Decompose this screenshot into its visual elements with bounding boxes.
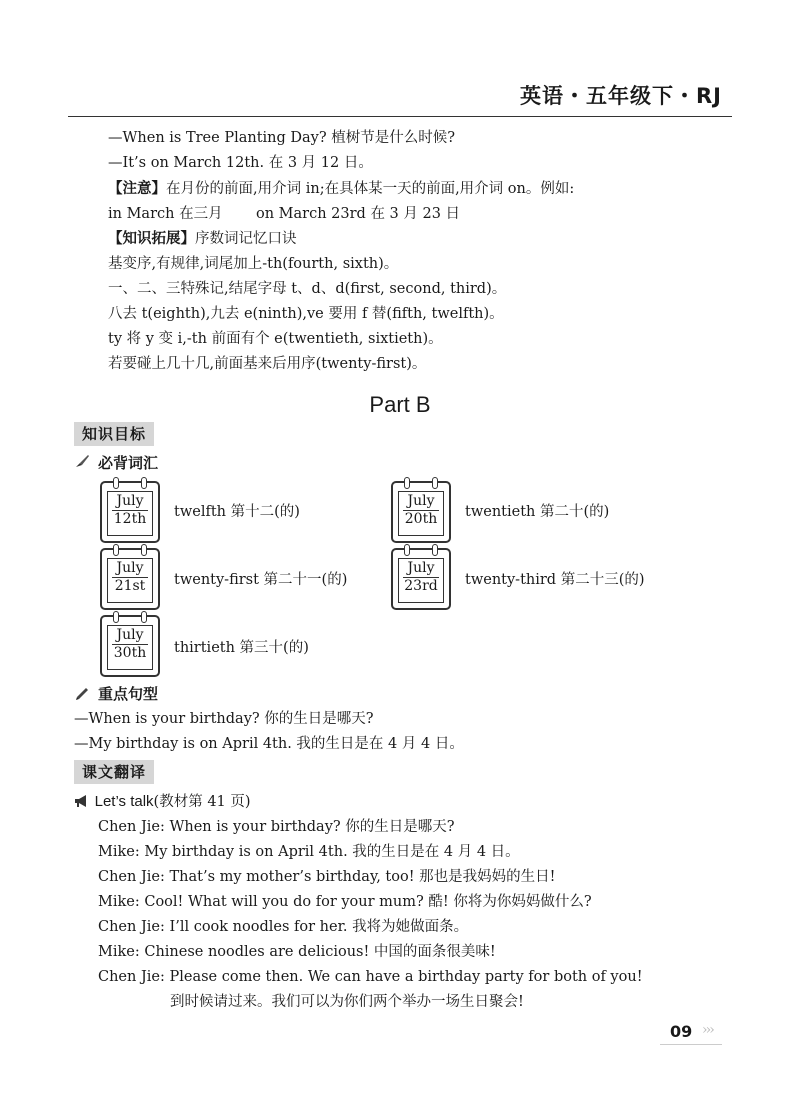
sentences-subhead bbox=[74, 683, 158, 704]
part-heading: Part B bbox=[369, 392, 431, 417]
vocab-item: twenty-third 第二十三(的) bbox=[465, 572, 645, 588]
dialogue-line: Mike: Cool! What will you do for your mum? 酷! 你将为你妈妈做什么? bbox=[98, 894, 592, 910]
text-line: 基变序,有规律,词尾加上-th(fourth, sixth)。 bbox=[108, 256, 399, 272]
sentences-subhead-label: 重点句型 bbox=[98, 685, 159, 703]
extension-line bbox=[108, 229, 297, 249]
vocab-subhead-label: 必背词汇 bbox=[98, 454, 159, 472]
talk-title: Let’s talk bbox=[94, 793, 154, 810]
note-text: 在月份的前面,用介词 in;在具体某一天的前面,用介词 on。例如: bbox=[166, 181, 575, 197]
extension-label: 【知识拓展】 bbox=[108, 231, 195, 247]
calendar-icon bbox=[391, 481, 451, 543]
calendar-month: July bbox=[116, 627, 144, 643]
text-line: 八去 t(eighth),九去 e(ninth),ve 要用 f 替(fifth, twelfth)。 bbox=[108, 306, 504, 322]
text-line: 一、二、三特殊记,结尾字母 t、d、d(first, second, third)。 bbox=[108, 281, 507, 297]
calendar-month: July bbox=[407, 493, 435, 509]
calendar-month: July bbox=[407, 560, 435, 576]
megaphone-icon bbox=[74, 794, 95, 810]
footer-divider bbox=[660, 1044, 722, 1045]
text-line: —When is Tree Planting Day? 植树节是什么时候? bbox=[108, 130, 456, 146]
calendar-month: July bbox=[116, 493, 144, 509]
page-arrows-icon: ››› bbox=[702, 1022, 713, 1038]
dialogue-line: 到时候请过来。我们可以为你们两个举办一场生日聚会! bbox=[170, 994, 524, 1010]
calendar-day: 12th bbox=[113, 511, 147, 527]
section-tag-translation: 课文翻译 bbox=[74, 760, 154, 784]
dialogue-line: Chen Jie: Please come then. We can have a birthday party for both of you! bbox=[98, 969, 643, 985]
dialogue-line: Chen Jie: I’ll cook noodles for her. 我将为她做面条。 bbox=[98, 919, 469, 935]
talk-heading bbox=[74, 792, 251, 812]
vocab-subhead bbox=[74, 452, 158, 473]
calendar-icon bbox=[100, 615, 160, 677]
calendar-day: 23rd bbox=[404, 578, 438, 594]
talk-ref: (教材第 41 页) bbox=[153, 794, 251, 810]
calendar-icon bbox=[100, 548, 160, 610]
pen-icon bbox=[74, 684, 90, 704]
extension-text: 序数词记忆口诀 bbox=[195, 231, 297, 247]
text-line: in March 在三月 bbox=[108, 206, 223, 222]
vocab-item: thirtieth 第三十(的) bbox=[174, 640, 309, 656]
dialogue-line: Chen Jie: That’s my mother’s birthday, too! 那也是我妈妈的生日! bbox=[98, 869, 556, 885]
dialogue-line: Chen Jie: When is your birthday? 你的生日是哪天? bbox=[98, 819, 455, 835]
text-line: ty 将 y 变 i,-th 前面有个 e(twentieth, sixtieth)。 bbox=[108, 331, 443, 347]
dialogue-line: Mike: Chinese noodles are delicious! 中国的面条很美味! bbox=[98, 944, 496, 960]
calendar-day: 30th bbox=[113, 645, 147, 661]
brush-icon bbox=[74, 453, 90, 473]
calendar-icon bbox=[100, 481, 160, 543]
key-sentence: —My birthday is on April 4th. 我的生日是在 4 月 4 日。 bbox=[74, 736, 464, 752]
note-label: 【注意】 bbox=[108, 181, 166, 197]
calendar-month: July bbox=[116, 560, 144, 576]
text-line: —It’s on March 12th. 在 3 月 12 日。 bbox=[108, 155, 373, 171]
header-divider bbox=[68, 116, 732, 117]
calendar-day: 21st bbox=[114, 578, 146, 594]
vocab-item: twenty-first 第二十一(的) bbox=[174, 572, 348, 588]
book-title: 英语・五年级下・RJ bbox=[520, 84, 722, 108]
text-line: on March 23rd 在 3 月 23 日 bbox=[256, 206, 461, 222]
dialogue-line: Mike: My birthday is on April 4th. 我的生日是在 4 月 4 日。 bbox=[98, 844, 520, 860]
section-tag-knowledge: 知识目标 bbox=[74, 422, 154, 446]
calendar-day: 20th bbox=[404, 511, 438, 527]
text-line: 若要碰上几十几,前面基来后用序(twenty-first)。 bbox=[108, 356, 427, 372]
note-line bbox=[108, 179, 574, 199]
key-sentence: —When is your birthday? 你的生日是哪天? bbox=[74, 711, 374, 727]
page-number: 09 bbox=[670, 1022, 693, 1041]
vocab-item: twentieth 第二十(的) bbox=[465, 504, 610, 520]
calendar-icon bbox=[391, 548, 451, 610]
vocab-item: twelfth 第十二(的) bbox=[174, 504, 300, 520]
